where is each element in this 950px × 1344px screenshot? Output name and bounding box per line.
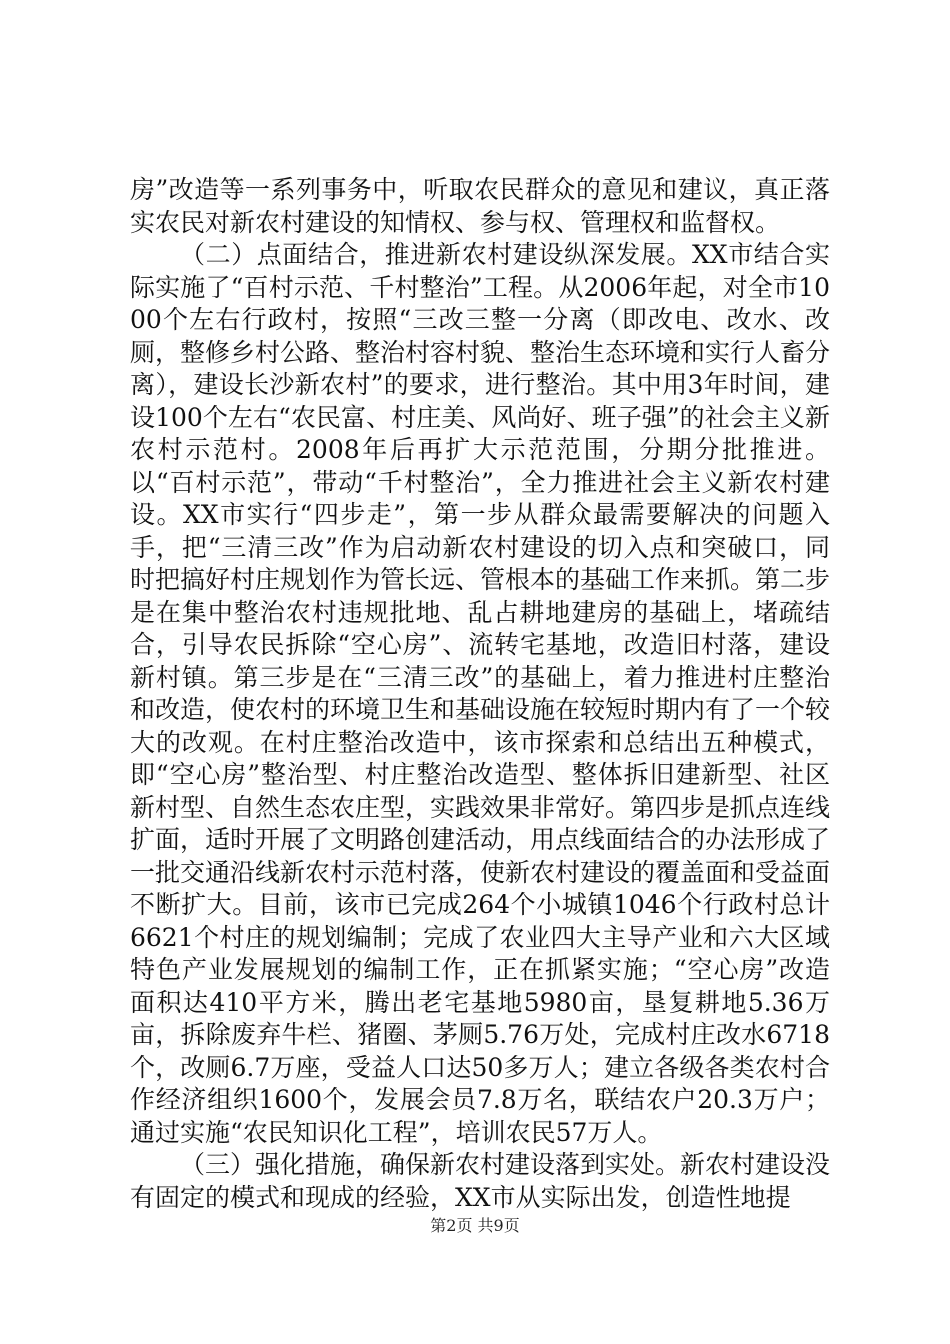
document-body bbox=[130, 174, 830, 1214]
paragraph-section-two: （二）点面结合，推进新农村建设纵深发展。XX市结合实际实施了“百村示范、千村整治”工程。从2006年起，对全市1000个左右行政村，按照“三改三整一分离（即改电、改水、改厕，整修乡村公路、整治村容村貌、整治生态环境和实行人畜分离），建设长沙新农村”的要求，进行整治。其中用3年时间，建设100个左右“农民富、村庄美、风尚好、班子强”的社会主义新农村示范村。2008年后再扩大示范范围，分期分批推进。以“百村示范”，带动“千村整治”，全力推进社会主义新农村建设。XX市实行“四步走”，第一步从群众最需要解决的问题入手，把“三清三改”作为启动新农村建设的切入点和突破口，同时把搞好村庄规划作为管长远、管根本的基础工作来抓。第二步是在集中整治农村违规批地、乱占耕地建房的基础上，堵疏结合，引导农民拆除“空心房”、流转宅基地，改造旧村落，建设新村镇。第三步是在“三清三改”的基础上，着力推进村庄整治和改造，使农村的环境卫生和基础设施在较短时期内有了一个较大的改观。在村庄整治改造中，该市探索和总结出五种模式，即“空心房”整治型、村庄整治改造型、整体拆旧建新型、社区新村型、自然生态农庄型，实践效果非常好。第四步是抓点连线扩面，适时开展了文明路创建活动，用点线面结合的办法形成了一批交通沿线新农村示范村落，使新农村建设的覆盖面和受益面不断扩大。目前，该市已完成264个小城镇1046个行政村总计6621个村庄的规划编制；完成了农业四大主导产业和六大区域特色产业发展规划的编制工作，正在抓紧实施；“空心房”改造面积达410平方米，腾出老宅基地5980亩，垦复耕地5.36万亩，拆除废弃牛栏、猪圈、茅厕5.76万处，完成村庄改水6718个，改厕6.7万座，受益人口达50多万人；建立各级各类农村合作经济组织1600个，发展会员7.8万名，联结农户20.3万户；通过实施“农民知识化工程”，培训农民57万人。 bbox=[130, 240, 831, 1147]
page-number-footer: 第2页 共9页 bbox=[430, 1216, 520, 1235]
paragraph-section-three: （三）强化措施，确保新农村建设落到实处。新农村建设没有固定的模式和现成的经验，XX市从实际出发，创造性地提 bbox=[130, 1150, 831, 1212]
paragraph-continuation: 房”改造等一系列事务中，听取农民群众的意见和建议，真正落实农民对新农村建设的知情权、参与权、管理权和监督权。 bbox=[130, 175, 830, 237]
